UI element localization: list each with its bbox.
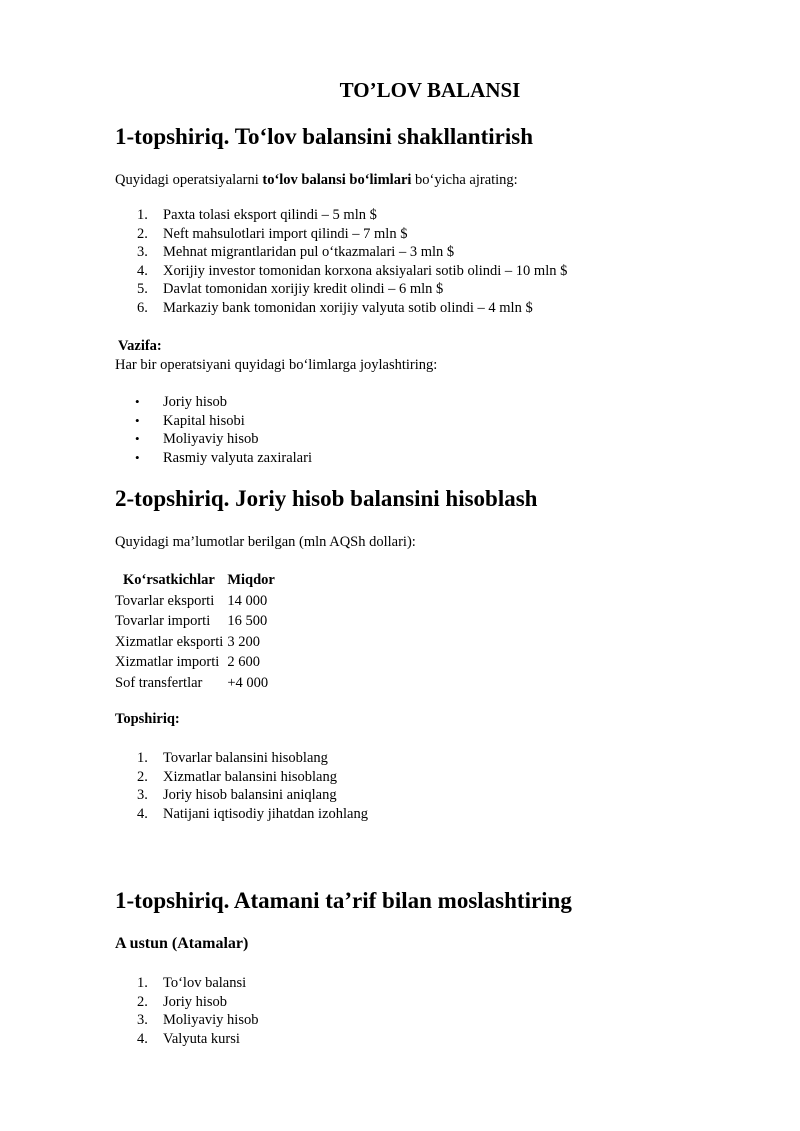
list-item: [115, 243, 567, 262]
table-row: [113, 591, 277, 612]
table-row: [113, 632, 277, 653]
list-item-text: Joriy hisob balansini aniqlang: [163, 787, 337, 804]
table-cell: 16 500: [227, 613, 268, 630]
list-item-text: Moliyaviy hisob: [163, 1012, 259, 1029]
list-item-text: To‘lov balansi: [163, 975, 247, 991]
list-item-text: Xorijiy investor tomonidan korxona aksiyalari sotib olindi – 10 mln $: [163, 262, 568, 279]
list-number: 3.: [137, 1012, 148, 1029]
list-number: 5.: [137, 281, 148, 298]
list-item: [115, 993, 258, 1012]
section1-intro-post: bo‘yicha ajrating:: [411, 172, 518, 188]
section3-heading: 1-topshiriq. Atamani ta’rif bilan moslashtiring: [115, 888, 572, 913]
list-item-text: Paxta tolasi eksport qilindi – 5 mln $: [163, 207, 377, 223]
table-header-row: [113, 570, 277, 591]
list-item-text: Natijani iqtisodiy jihatdan izohlang: [163, 805, 368, 822]
list-item: [115, 225, 567, 244]
list-item-text: Davlat tomonidan xorijiy kredit olindi – 6 mln $: [163, 281, 444, 298]
list-item-text: Kapital hisobi: [163, 412, 245, 429]
list-item: [115, 299, 567, 318]
bullet-icon: •: [135, 394, 140, 409]
column-header-amount: Miqdor: [227, 572, 275, 588]
list-item: [115, 749, 368, 768]
section1-sections-list: [115, 393, 312, 467]
table-cell: Xizmatlar eksporti: [115, 633, 224, 650]
list-item-text: Valyuta kursi: [163, 1030, 240, 1047]
section2-heading: 2-topshiriq. Joriy hisob balansini hisoblash: [115, 486, 538, 511]
list-item: [115, 393, 312, 412]
list-number: 2.: [137, 768, 148, 785]
list-number: 1.: [137, 207, 148, 223]
section3-terms-list: [115, 974, 258, 1048]
list-item-text: Neft mahsulotlari import qilindi – 7 mln $: [163, 225, 408, 242]
section1-intro-bold: to‘lov balansi bo‘limlari: [262, 172, 412, 188]
list-item-text: Joriy hisob: [163, 993, 228, 1010]
table-row: [113, 673, 277, 694]
table-cell: 2 600: [227, 654, 260, 671]
list-item: [115, 262, 567, 281]
section1-intro-pre: Quyidagi operatsiyalarni: [115, 172, 263, 188]
list-item-text: Mehnat migrantlaridan pul o‘tkazmalari – 3 mln $: [163, 244, 455, 261]
list-number: 1.: [137, 750, 148, 766]
list-number: 2.: [137, 993, 148, 1010]
bullet-icon: •: [135, 449, 140, 465]
list-item: [115, 412, 312, 431]
table-row: [113, 652, 277, 673]
section1-task-label: Vazifa:: [118, 338, 162, 354]
list-number: 3.: [137, 787, 148, 804]
bullet-icon: •: [135, 412, 140, 428]
table-cell: 14 000: [227, 592, 268, 609]
list-number: 2.: [137, 225, 148, 242]
list-item-text: Joriy hisob: [163, 394, 228, 410]
list-item: [115, 974, 258, 993]
list-item: [115, 768, 368, 787]
list-item-text: Moliyaviy hisob: [163, 431, 259, 448]
list-item: [115, 449, 312, 468]
list-number: 4.: [137, 805, 148, 822]
table-cell: Xizmatlar importi: [115, 654, 220, 671]
list-item: [115, 206, 567, 225]
section1-intro: [115, 172, 518, 189]
section2-task-list: [115, 749, 368, 823]
column-header-indicators: Ko‘rsatkichlar: [123, 572, 215, 588]
list-number: 1.: [137, 975, 148, 991]
list-item: [115, 280, 567, 299]
list-item-text: Markaziy bank tomonidan xorijiy valyuta sotib olindi – 4 mln $: [163, 299, 533, 316]
list-item-text: Rasmiy valyuta zaxiralari: [163, 449, 312, 466]
table-cell: Tovarlar importi: [115, 613, 211, 630]
section3-subheading: A ustun (Atamalar): [115, 935, 249, 952]
table-cell: 3 200: [227, 633, 260, 650]
section1-task-text: Har bir operatsiyani quyidagi bo‘limlarga joylashtiring:: [115, 357, 438, 373]
section1-operations-list: [115, 206, 567, 318]
list-number: 4.: [137, 1030, 148, 1047]
table-row: [113, 611, 277, 632]
list-item-text: Xizmatlar balansini hisoblang: [163, 768, 337, 785]
section1-heading: 1-topshiriq. To‘lov balansini shakllantirish: [115, 124, 533, 149]
list-item: [115, 805, 368, 824]
list-number: 6.: [137, 299, 148, 316]
list-item-text: Tovarlar balansini hisoblang: [163, 750, 328, 766]
section2-task-label: Topshiriq:: [115, 711, 180, 727]
table-cell: Sof transfertlar: [115, 674, 203, 691]
page-title: TO’LOV BALANSI: [339, 78, 521, 102]
bullet-icon: •: [135, 431, 140, 447]
list-item: [115, 1030, 258, 1049]
section2-intro: Quyidagi ma’lumotlar berilgan (mln AQSh dollari):: [115, 534, 416, 550]
table-cell: Tovarlar eksporti: [115, 592, 215, 609]
list-number: 3.: [137, 244, 148, 261]
list-number: 4.: [137, 262, 148, 279]
list-item: [115, 430, 312, 449]
table-cell: +4 000: [227, 674, 269, 691]
list-item: [115, 1011, 258, 1030]
indicators-table: [113, 570, 277, 694]
list-item: [115, 786, 368, 805]
